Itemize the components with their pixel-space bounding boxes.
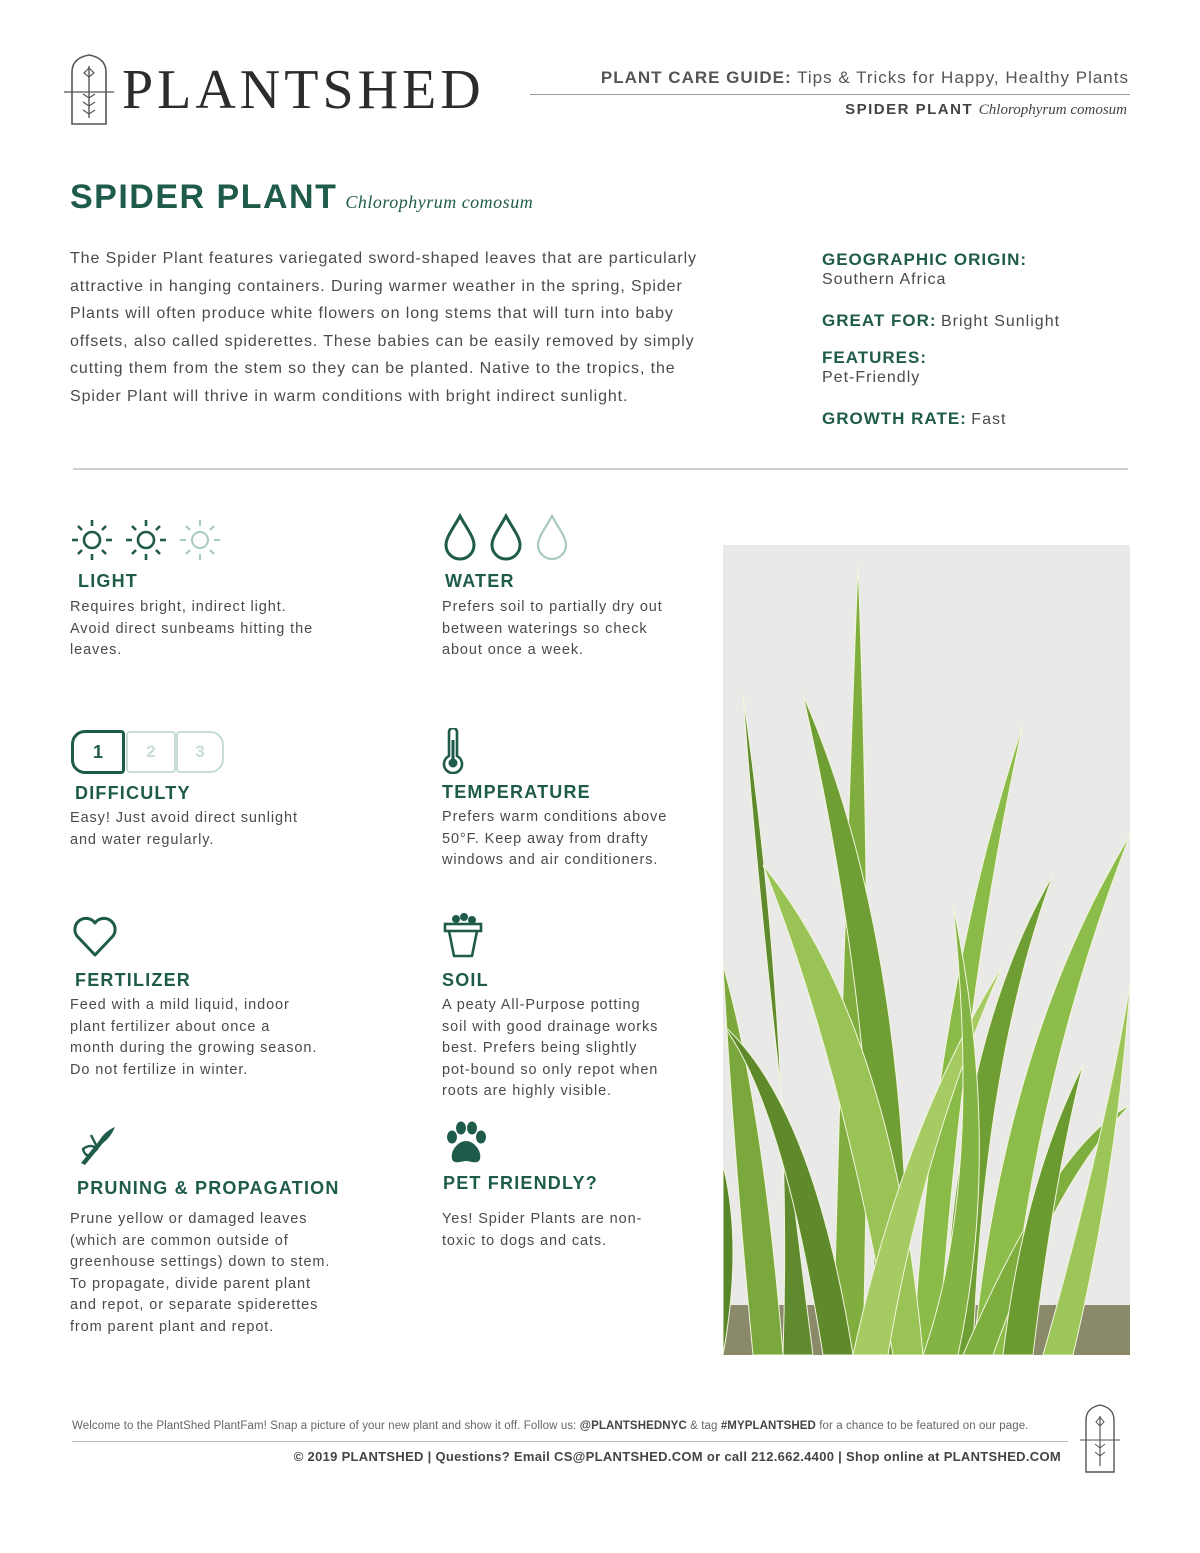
text-line: Easy! Just avoid direct sunlight [70, 810, 298, 826]
footer-logo-icon [1080, 1402, 1120, 1476]
text-line: and repot, or separate spiderettes [70, 1297, 319, 1313]
shears-icon [75, 1123, 119, 1167]
fact-features [822, 348, 927, 387]
text-line: pot-bound so only repot when [442, 1061, 659, 1078]
page-title [70, 178, 533, 217]
fact-growth-rate [822, 409, 1006, 429]
light-description [70, 597, 390, 662]
text-line: best. Prefers being slightly [442, 1040, 638, 1056]
heart-icon [72, 915, 118, 959]
footer-tag-text: & tag [690, 1420, 718, 1432]
text-line: A peaty All-Purpose potting [442, 997, 641, 1013]
pet-friendly-title: PET FRIENDLY? [443, 1173, 598, 1193]
difficulty-scale [71, 730, 224, 772]
difficulty-step: 3 [176, 731, 224, 773]
text-line: month during the growing season. [70, 1040, 318, 1056]
footer-feature-text: for a chance to be featured on our page. [819, 1420, 1029, 1432]
text-line: greenhouse settings) down to stem. [70, 1254, 331, 1270]
text-line: toxic to dogs and cats. [442, 1232, 607, 1249]
footer-divider [72, 1441, 1068, 1442]
header-plant-name [845, 101, 1127, 119]
spider-plant-image [723, 545, 1130, 1355]
pruning-title: PRUNING & PROPAGATION [77, 1178, 340, 1198]
text-line: (which are common outside of [70, 1232, 289, 1249]
text-line: soil with good drainage works [442, 1018, 659, 1035]
text-line: between waterings so check [442, 620, 648, 637]
light-title: LIGHT [78, 571, 138, 591]
text-line: Requires bright, indirect light. [70, 599, 287, 615]
text-line: Yes! Spider Plants are non- [442, 1211, 643, 1227]
text-line: plant fertilizer about once a [70, 1018, 271, 1035]
text-line: 50°F. Keep away from drafty [442, 830, 649, 847]
temperature-title: TEMPERATURE [442, 782, 591, 802]
difficulty-step: 2 [126, 731, 176, 773]
header-divider [530, 94, 1130, 95]
water-drop-icon [441, 513, 573, 563]
text-line: Prefers warm conditions above [442, 809, 668, 825]
care-guide-heading [601, 68, 1129, 88]
fertilizer-title: FERTILIZER [75, 970, 191, 990]
pruning-description [70, 1209, 390, 1338]
difficulty-title: DIFFICULTY [75, 783, 191, 803]
paw-icon [442, 1121, 490, 1167]
fact-value: Pet-Friendly [822, 369, 921, 386]
water-description [442, 597, 702, 662]
plantshed-logo-icon [64, 52, 114, 130]
care-guide-tagline: Tips & Tricks for Happy, Healthy Plants [797, 68, 1129, 87]
water-title: WATER [445, 571, 515, 591]
title-common-name: SPIDER PLANT [70, 178, 338, 216]
thermometer-icon [441, 728, 465, 774]
intro-line: Plants will often produce white flowers on long stems that will turn into baby [70, 305, 674, 322]
header-plant-latin: Chlorophyrum comosum [978, 102, 1127, 118]
text-line: from parent plant and repot. [70, 1318, 275, 1335]
title-latin-name: Chlorophyrum comosum [345, 192, 534, 212]
care-guide-label: PLANT CARE GUIDE: [600, 68, 792, 87]
text-line: and water regularly. [70, 831, 215, 848]
text-line: leaves. [70, 642, 123, 658]
intro-line: The Spider Plant features variegated sword-shaped leaves that are particularly [70, 250, 697, 267]
footer-welcome: Welcome to the PlantShed PlantFam! Snap a picture of your new plant and show it off. Follow us: [72, 1420, 577, 1432]
hashtag-link[interactable]: #MYPLANTSHED [720, 1420, 816, 1432]
footer-contact: © 2019 PLANTSHED | Questions? Email CS@PLANTSHED.COM or call 212.662.4400 | Shop online at PLANTSHED.COM [293, 1449, 1061, 1464]
intro-line: cutting them from the stem so they can be planted. Native to the tropics, the [70, 360, 676, 377]
intro-paragraph [70, 245, 750, 410]
fact-value: Fast [971, 411, 1007, 428]
brand-name: PLANTSHED [122, 59, 485, 121]
pet-friendly-description [442, 1209, 702, 1252]
text-line: about once a week. [442, 642, 584, 658]
sun-icon [70, 517, 226, 563]
text-line: Do not fertilize in winter. [70, 1061, 249, 1078]
fact-origin [822, 250, 1027, 289]
fact-value: Bright Sunlight [940, 313, 1061, 330]
intro-line: Spider Plant will thrive in warm conditions with bright indirect sunlight. [70, 387, 629, 405]
soil-description [442, 995, 702, 1103]
text-line: Prune yellow or damaged leaves [70, 1211, 308, 1227]
plant-photo [723, 545, 1130, 1355]
text-line: Feed with a mild liquid, indoor [70, 997, 290, 1013]
intro-line: attractive in hanging containers. During warmer weather in the spring, Spider [70, 277, 683, 295]
intro-line: offsets, also called spiderettes. These babies can be easily removed by simply [70, 332, 695, 350]
text-line: To propagate, divide parent plant [70, 1275, 311, 1292]
footer-social [72, 1420, 1028, 1432]
temperature-description [442, 807, 702, 872]
text-line: Prefers soil to partially dry out [442, 599, 663, 615]
fact-label: GROWTH RATE: [822, 409, 967, 428]
fertilizer-description [70, 995, 370, 1081]
text-line: roots are highly visible. [442, 1083, 612, 1099]
instagram-handle-link[interactable]: @PLANTSHEDNYC [579, 1420, 687, 1432]
pot-icon [442, 913, 484, 959]
section-divider [73, 468, 1128, 470]
fact-value: Southern Africa [822, 271, 947, 288]
difficulty-step-active: 1 [71, 730, 125, 774]
header-plant-common: SPIDER PLANT [845, 101, 974, 118]
difficulty-description [70, 808, 370, 851]
fact-label: GREAT FOR: [822, 311, 937, 330]
text-line: Avoid direct sunbeams hitting the [70, 620, 314, 637]
soil-title: SOIL [442, 970, 489, 990]
text-line: windows and air conditioners. [442, 852, 659, 868]
fact-great-for [822, 311, 1060, 331]
fact-label: FEATURES: [822, 348, 928, 367]
fact-label: GEOGRAPHIC ORIGIN: [822, 250, 1028, 269]
